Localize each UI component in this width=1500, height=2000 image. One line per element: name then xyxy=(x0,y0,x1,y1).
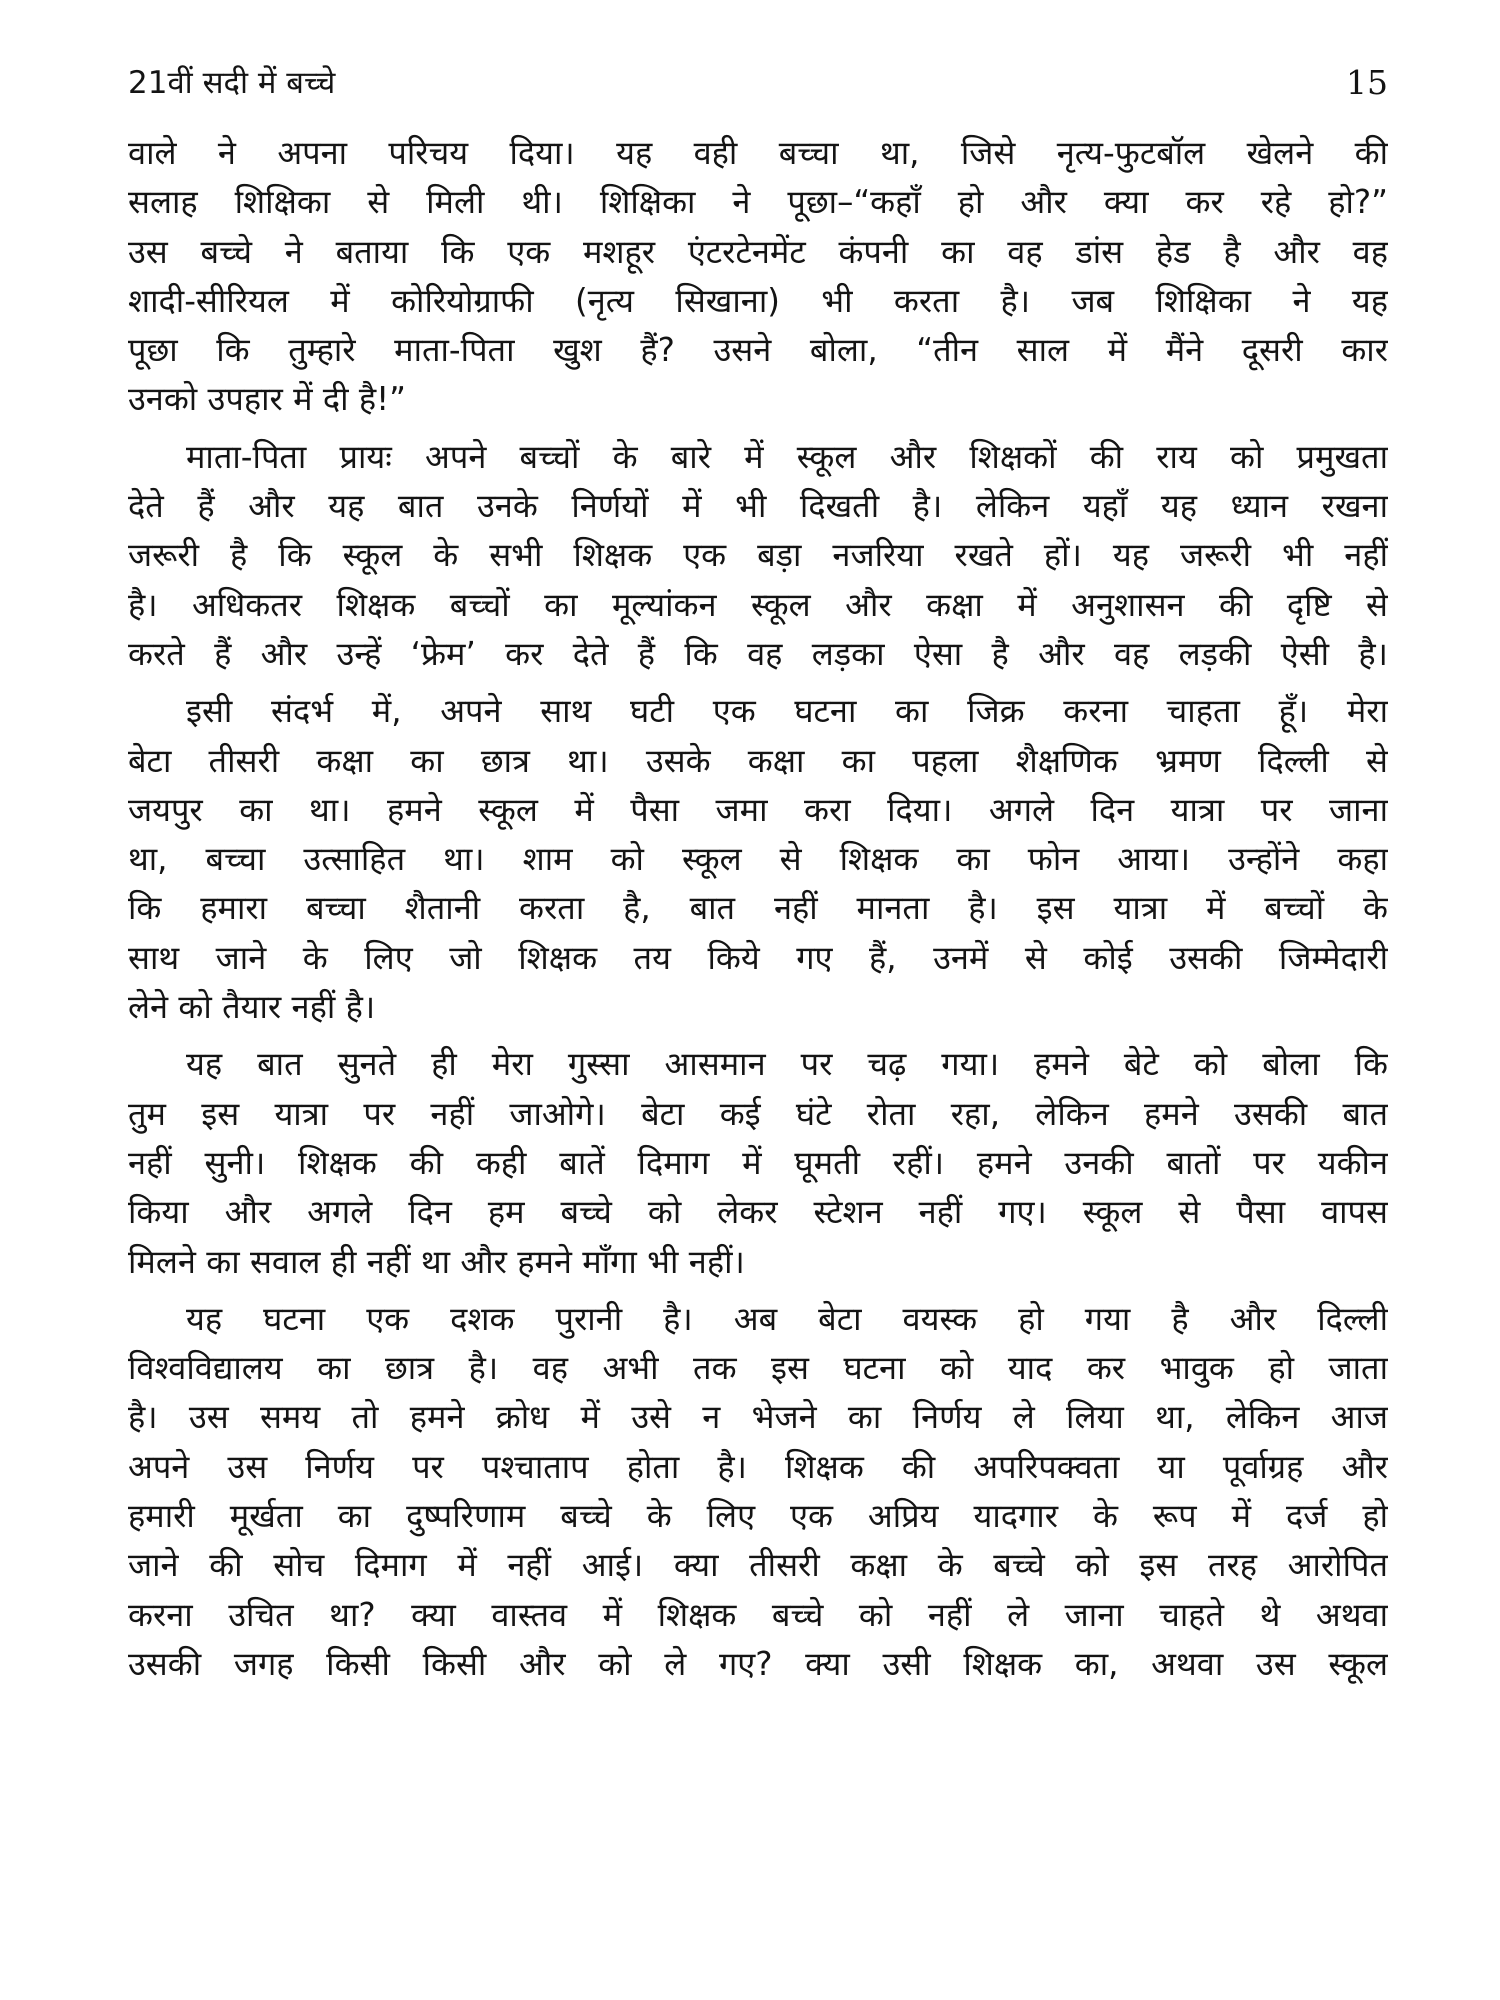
text-line: यह बात सुनते ही मेरा गुस्सा आसमान पर चढ़ गया। हमने बेटे को बोला कि xyxy=(186,1045,1388,1084)
text-line: लेने को तैयार नहीं है। xyxy=(128,988,376,1027)
text-line: जाने की सोच दिमाग में नहीं आई। क्या तीसरी कक्षा के बच्चे को इस तरह आरोपित xyxy=(128,1546,1388,1585)
page-number: 15 xyxy=(1346,63,1388,102)
paragraph-spacer xyxy=(128,1287,1388,1295)
text-line: अपने उस निर्णय पर पश्चाताप होता है। शिक्षक की अपरिपक्वता या पूर्वाग्रह और xyxy=(128,1447,1388,1486)
text-line: उनको उपहार में दी है!” xyxy=(128,380,407,419)
paragraph-4 xyxy=(128,1040,1388,1286)
text-line: शादी-सीरियल में कोरियोग्राफी (नृत्य सिखाना) भी करता है। जब शिक्षिका ने यह xyxy=(128,281,1388,320)
text-line: साथ जाने के लिए जो शिक्षक तय किये गए हैं, उनमें से कोई उसकी जिम्मेदारी xyxy=(128,938,1388,977)
text-line: देते हैं और यह बात उनके निर्णयों में भी दिखती है। लेकिन यहाँ यह ध्यान रखना xyxy=(128,487,1388,526)
text-line: सलाह शिक्षिका से मिली थी। शिक्षिका ने पूछा–“कहाँ हो और क्या कर रहे हो?” xyxy=(128,183,1388,222)
text-line: मिलने का सवाल ही नहीं था और हमने माँगा भी नहीं। xyxy=(128,1242,745,1281)
text-line: करना उचित था? क्या वास्तव में शिक्षक बच्चे को नहीं ले जाना चाहते थे अथवा xyxy=(128,1595,1388,1634)
text-line: नहीं सुनी। शिक्षक की कही बातें दिमाग में घूमती रहीं। हमने उनकी बातों पर यकीन xyxy=(128,1143,1388,1182)
text-line: हमारी मूर्खता का दुष्परिणाम बच्चे के लिए एक अप्रिय यादगार के रूप में दर्ज हो xyxy=(128,1497,1388,1536)
text-line: है। अधिकतर शिक्षक बच्चों का मूल्यांकन स्कूल और कक्षा में अनुशासन की दृष्टि से xyxy=(128,585,1388,624)
text-line: वाले ने अपना परिचय दिया। यह वही बच्चा था, जिसे नृत्य-फुटबॉल खेलने की xyxy=(128,134,1388,172)
paragraph-spacer xyxy=(128,425,1388,433)
text-line: था, बच्चा उत्साहित था। शाम को स्कूल से शिक्षक का फोन आया। उन्होंने कहा xyxy=(128,840,1388,879)
text-line: तुम इस यात्रा पर नहीं जाओगे। बेटा कई घंटे रोता रहा, लेकिन हमने उसकी बात xyxy=(128,1094,1388,1133)
text-line: उस बच्चे ने बताया कि एक मशहूर एंटरटेनमेंट कंपनी का वह डांस हेड है और वह xyxy=(128,232,1388,271)
book-title: 21वीं सदी में बच्चे xyxy=(128,65,336,101)
text-line: पूछा कि तुम्हारे माता-पिता खुश हैं? उसने बोला, “तीन साल में मैंने दूसरी कार xyxy=(128,331,1388,370)
paragraph-5 xyxy=(128,1295,1388,1689)
text-line: इसी संदर्भ में, अपने साथ घटी एक घटना का जिक्र करना चाहता हूँ। मेरा xyxy=(186,692,1388,731)
text-line: करते हैं और उन्हें ‘फ्रेम’ कर देते हैं कि वह लड़का ऐसा है और वह लड़की ऐसी है। xyxy=(128,634,1388,673)
paragraph-2 xyxy=(128,433,1388,679)
text-line: है। उस समय तो हमने क्रोध में उसे न भेजने का निर्णय ले लिया था, लेकिन आज xyxy=(128,1398,1388,1437)
paragraph-spacer xyxy=(128,679,1388,687)
running-header xyxy=(128,58,1388,108)
text-line: उसकी जगह किसी किसी और को ले गए? क्या उसी शिक्षक का, अथवा उस स्कूल xyxy=(128,1644,1388,1683)
text-line: जरूरी है कि स्कूल के सभी शिक्षक एक बड़ा नजरिया रखते हों। यह जरूरी भी नहीं xyxy=(128,536,1388,575)
text-line: जयपुर का था। हमने स्कूल में पैसा जमा करा दिया। अगले दिन यात्रा पर जाना xyxy=(128,790,1388,829)
text-line: किया और अगले दिन हम बच्चे को लेकर स्टेशन नहीं गए। स्कूल से पैसा वापस xyxy=(128,1193,1388,1232)
text-line: बेटा तीसरी कक्षा का छात्र था। उसके कक्षा का पहला शैक्षणिक भ्रमण दिल्ली से xyxy=(128,741,1388,780)
paragraph-3 xyxy=(128,687,1388,1032)
paragraph-1 xyxy=(128,129,1388,425)
text-line: कि हमारा बच्चा शैतानी करता है, बात नहीं मानता है। इस यात्रा में बच्चों के xyxy=(128,889,1388,928)
body-text xyxy=(128,129,1388,1689)
text-line: माता-पिता प्रायः अपने बच्चों के बारे में स्कूल और शिक्षकों की राय को प्रमुखता xyxy=(186,437,1388,476)
paragraph-spacer xyxy=(128,1032,1388,1040)
text-line: यह घटना एक दशक पुरानी है। अब बेटा वयस्क हो गया है और दिल्ली xyxy=(186,1299,1388,1338)
text-line: विश्वविद्यालय का छात्र है। वह अभी तक इस घटना को याद कर भावुक हो जाता xyxy=(128,1349,1388,1388)
